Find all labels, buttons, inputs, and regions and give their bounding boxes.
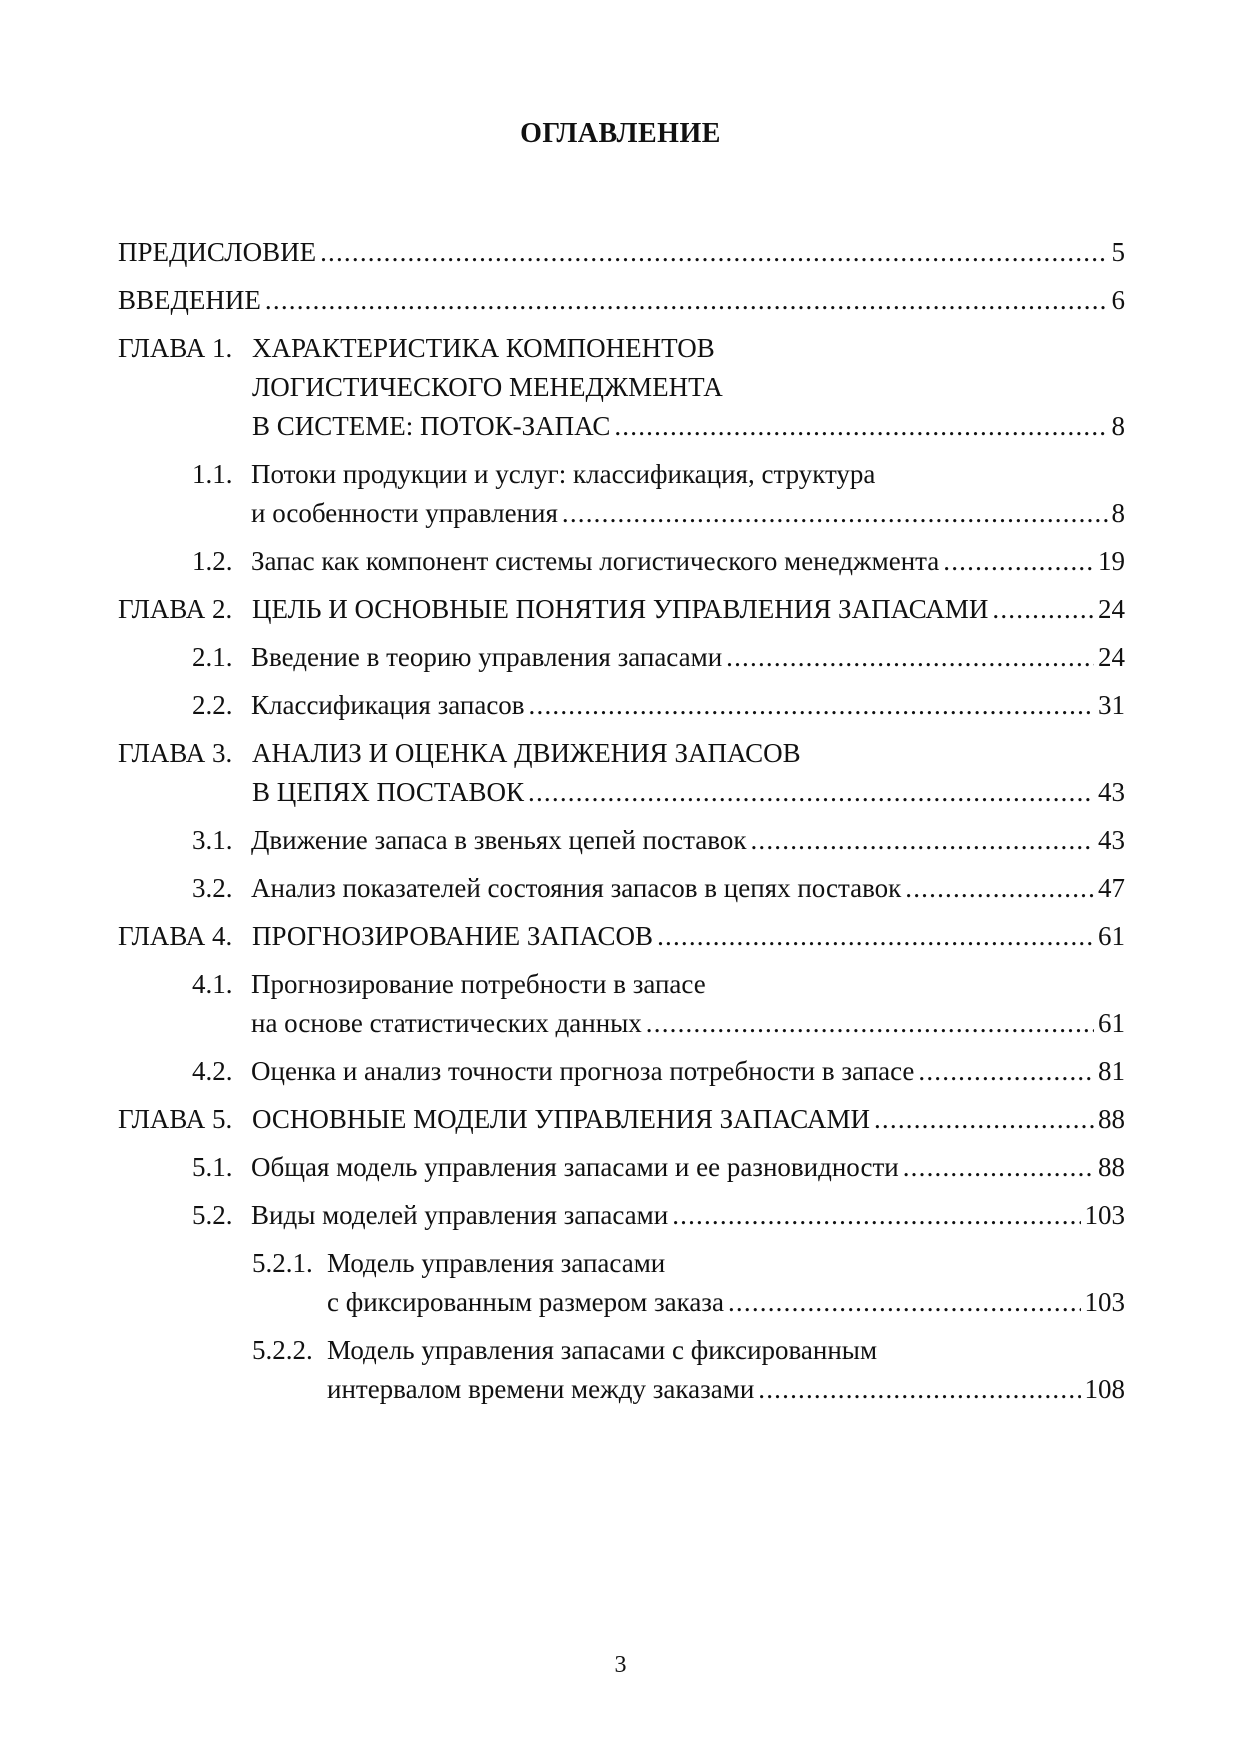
toc-entry-title: Модель управления запасами с фиксированным [327,1335,878,1365]
toc-entry-title: Прогнозирование потребности в запасе [251,969,706,999]
toc-entry[interactable] [192,1196,1125,1235]
toc-entry[interactable] [192,869,1125,908]
toc-entry-title: ЦЕЛЬ И ОСНОВНЫЕ ПОНЯТИЯ УПРАВЛЕНИЯ ЗАПАСАМИ [252,594,989,624]
toc-entry-page: 5 [1111,237,1125,267]
toc-entry[interactable] [192,455,1125,533]
dot-leader [903,1148,1094,1187]
dot-leader [265,281,1108,320]
toc-entry-number: 4.2. [192,1056,233,1086]
toc-entry-page: 61 [1098,921,1125,951]
toc-entry[interactable] [252,1331,1125,1409]
dot-leader [992,590,1094,629]
toc-entry-page: 24 [1098,642,1125,672]
toc-entry-title: интервалом времени между заказами [327,1374,755,1404]
table-of-contents [118,233,1125,1409]
toc-entry-title: Движение запаса в звеньях цепей поставок [251,825,747,855]
dot-leader [657,917,1094,956]
toc-entry-page: 8 [1111,498,1125,528]
toc-entry[interactable] [192,821,1125,860]
toc-entry-number: 5.2.1. [252,1248,313,1278]
toc-entry-title: Анализ показателей состояния запасов в цепях поставок [251,873,902,903]
toc-entry-number: 1.1. [192,459,233,489]
toc-entry-title: с фиксированным размером заказа [327,1287,724,1317]
dot-leader [726,638,1094,677]
toc-entry-title: ХАРАКТЕРИСТИКА КОМПОНЕНТОВ [252,333,715,363]
toc-entry-title: Виды моделей управления запасами [251,1200,669,1230]
toc-entry-page: 103 [1084,1200,1125,1230]
toc-entry-number: ГЛАВА 1. [118,333,233,363]
toc-entry-title: ВВЕДЕНИЕ [118,285,261,315]
toc-entry-page: 81 [1098,1056,1125,1086]
toc-entry-number: 4.1. [192,969,233,999]
toc-entry-page: 47 [1098,873,1125,903]
toc-entry-title: и особенности управления [251,498,558,528]
dot-leader [758,1370,1080,1409]
toc-entry[interactable] [118,1100,1125,1139]
toc-entry[interactable] [252,1244,1125,1322]
dot-leader [750,821,1094,860]
toc-entry-title: В СИСТЕМЕ: ПОТОК-ЗАПАС [252,411,611,441]
page-title: ОГЛАВЛЕНИЕ [520,118,721,149]
toc-entry[interactable] [118,590,1125,629]
toc-entry-number: 5.1. [192,1152,233,1182]
dot-leader [874,1100,1094,1139]
toc-entry[interactable] [192,638,1125,677]
toc-entry-title: АНАЛИЗ И ОЦЕНКА ДВИЖЕНИЯ ЗАПАСОВ [252,738,801,768]
toc-entry-title: Классификация запасов [251,690,525,720]
toc-entry-title: Запас как компонент системы логистического менеджмента [251,546,940,576]
toc-entry-title: Модель управления запасами [327,1248,666,1278]
toc-entry[interactable] [118,281,1125,320]
toc-entry-title: В ЦЕПЯХ ПОСТАВОК [252,777,525,807]
toc-entry-title: Общая модель управления запасами и ее разновидности [251,1152,899,1182]
toc-entry[interactable] [118,734,1125,812]
dot-leader [905,869,1094,908]
toc-entry[interactable] [192,1052,1125,1091]
toc-entry-number: 5.2.2. [252,1335,313,1365]
toc-entry-title: ПРОГНОЗИРОВАНИЕ ЗАПАСОВ [252,921,654,951]
toc-entry-number: 2.1. [192,642,233,672]
toc-entry-page: 6 [1111,285,1125,315]
dot-leader [646,1004,1094,1043]
toc-entry-title: ОСНОВНЫЕ МОДЕЛИ УПРАВЛЕНИЯ ЗАПАСАМИ [252,1104,870,1134]
dot-leader [943,542,1094,581]
toc-entry-number: 3.2. [192,873,233,903]
toc-entry-title: ПРЕДИСЛОВИЕ [118,237,317,267]
toc-entry-number: 2.2. [192,690,233,720]
toc-entry[interactable] [118,917,1125,956]
toc-entry-title: Потоки продукции и услуг: классификация, структура [251,459,876,489]
toc-entry-title: на основе статистических данных [251,1008,642,1038]
dot-leader [529,686,1094,725]
dot-leader [528,773,1094,812]
toc-entry[interactable] [192,965,1125,1043]
toc-entry[interactable] [192,686,1125,725]
toc-entry-page: 43 [1098,825,1125,855]
toc-entry-title: Введение в теорию управления запасами [251,642,723,672]
dot-leader [562,494,1108,533]
toc-entry-page: 19 [1098,546,1125,576]
toc-entry-page: 8 [1111,411,1125,441]
dot-leader [614,407,1107,446]
toc-entry-number: ГЛАВА 4. [118,921,233,951]
toc-entry-number: ГЛАВА 3. [118,738,233,768]
dot-leader [672,1196,1080,1235]
toc-entry-page: 88 [1098,1104,1125,1134]
toc-entry-number: 1.2. [192,546,233,576]
toc-entry[interactable] [118,329,1125,446]
toc-entry-number: 5.2. [192,1200,233,1230]
toc-entry-page: 108 [1084,1374,1125,1404]
dot-leader [320,233,1107,272]
toc-entry-number: ГЛАВА 5. [118,1104,233,1134]
toc-entry[interactable] [192,1148,1125,1187]
toc-entry-number: 3.1. [192,825,233,855]
dot-leader [728,1283,1081,1322]
toc-entry-page: 103 [1084,1287,1125,1317]
page-number: 3 [614,1652,627,1678]
toc-entry-page: 31 [1098,690,1125,720]
toc-entry[interactable] [192,542,1125,581]
toc-entry-page: 24 [1098,594,1125,624]
dot-leader [918,1052,1094,1091]
toc-entry-page: 61 [1098,1008,1125,1038]
toc-entry[interactable] [118,233,1125,272]
toc-entry-title: ЛОГИСТИЧЕСКОГО МЕНЕДЖМЕНТА [252,372,723,402]
toc-entry-page: 43 [1098,777,1125,807]
toc-entry-page: 88 [1098,1152,1125,1182]
toc-entry-number: ГЛАВА 2. [118,594,233,624]
toc-entry-title: Оценка и анализ точности прогноза потребности в запасе [251,1056,915,1086]
